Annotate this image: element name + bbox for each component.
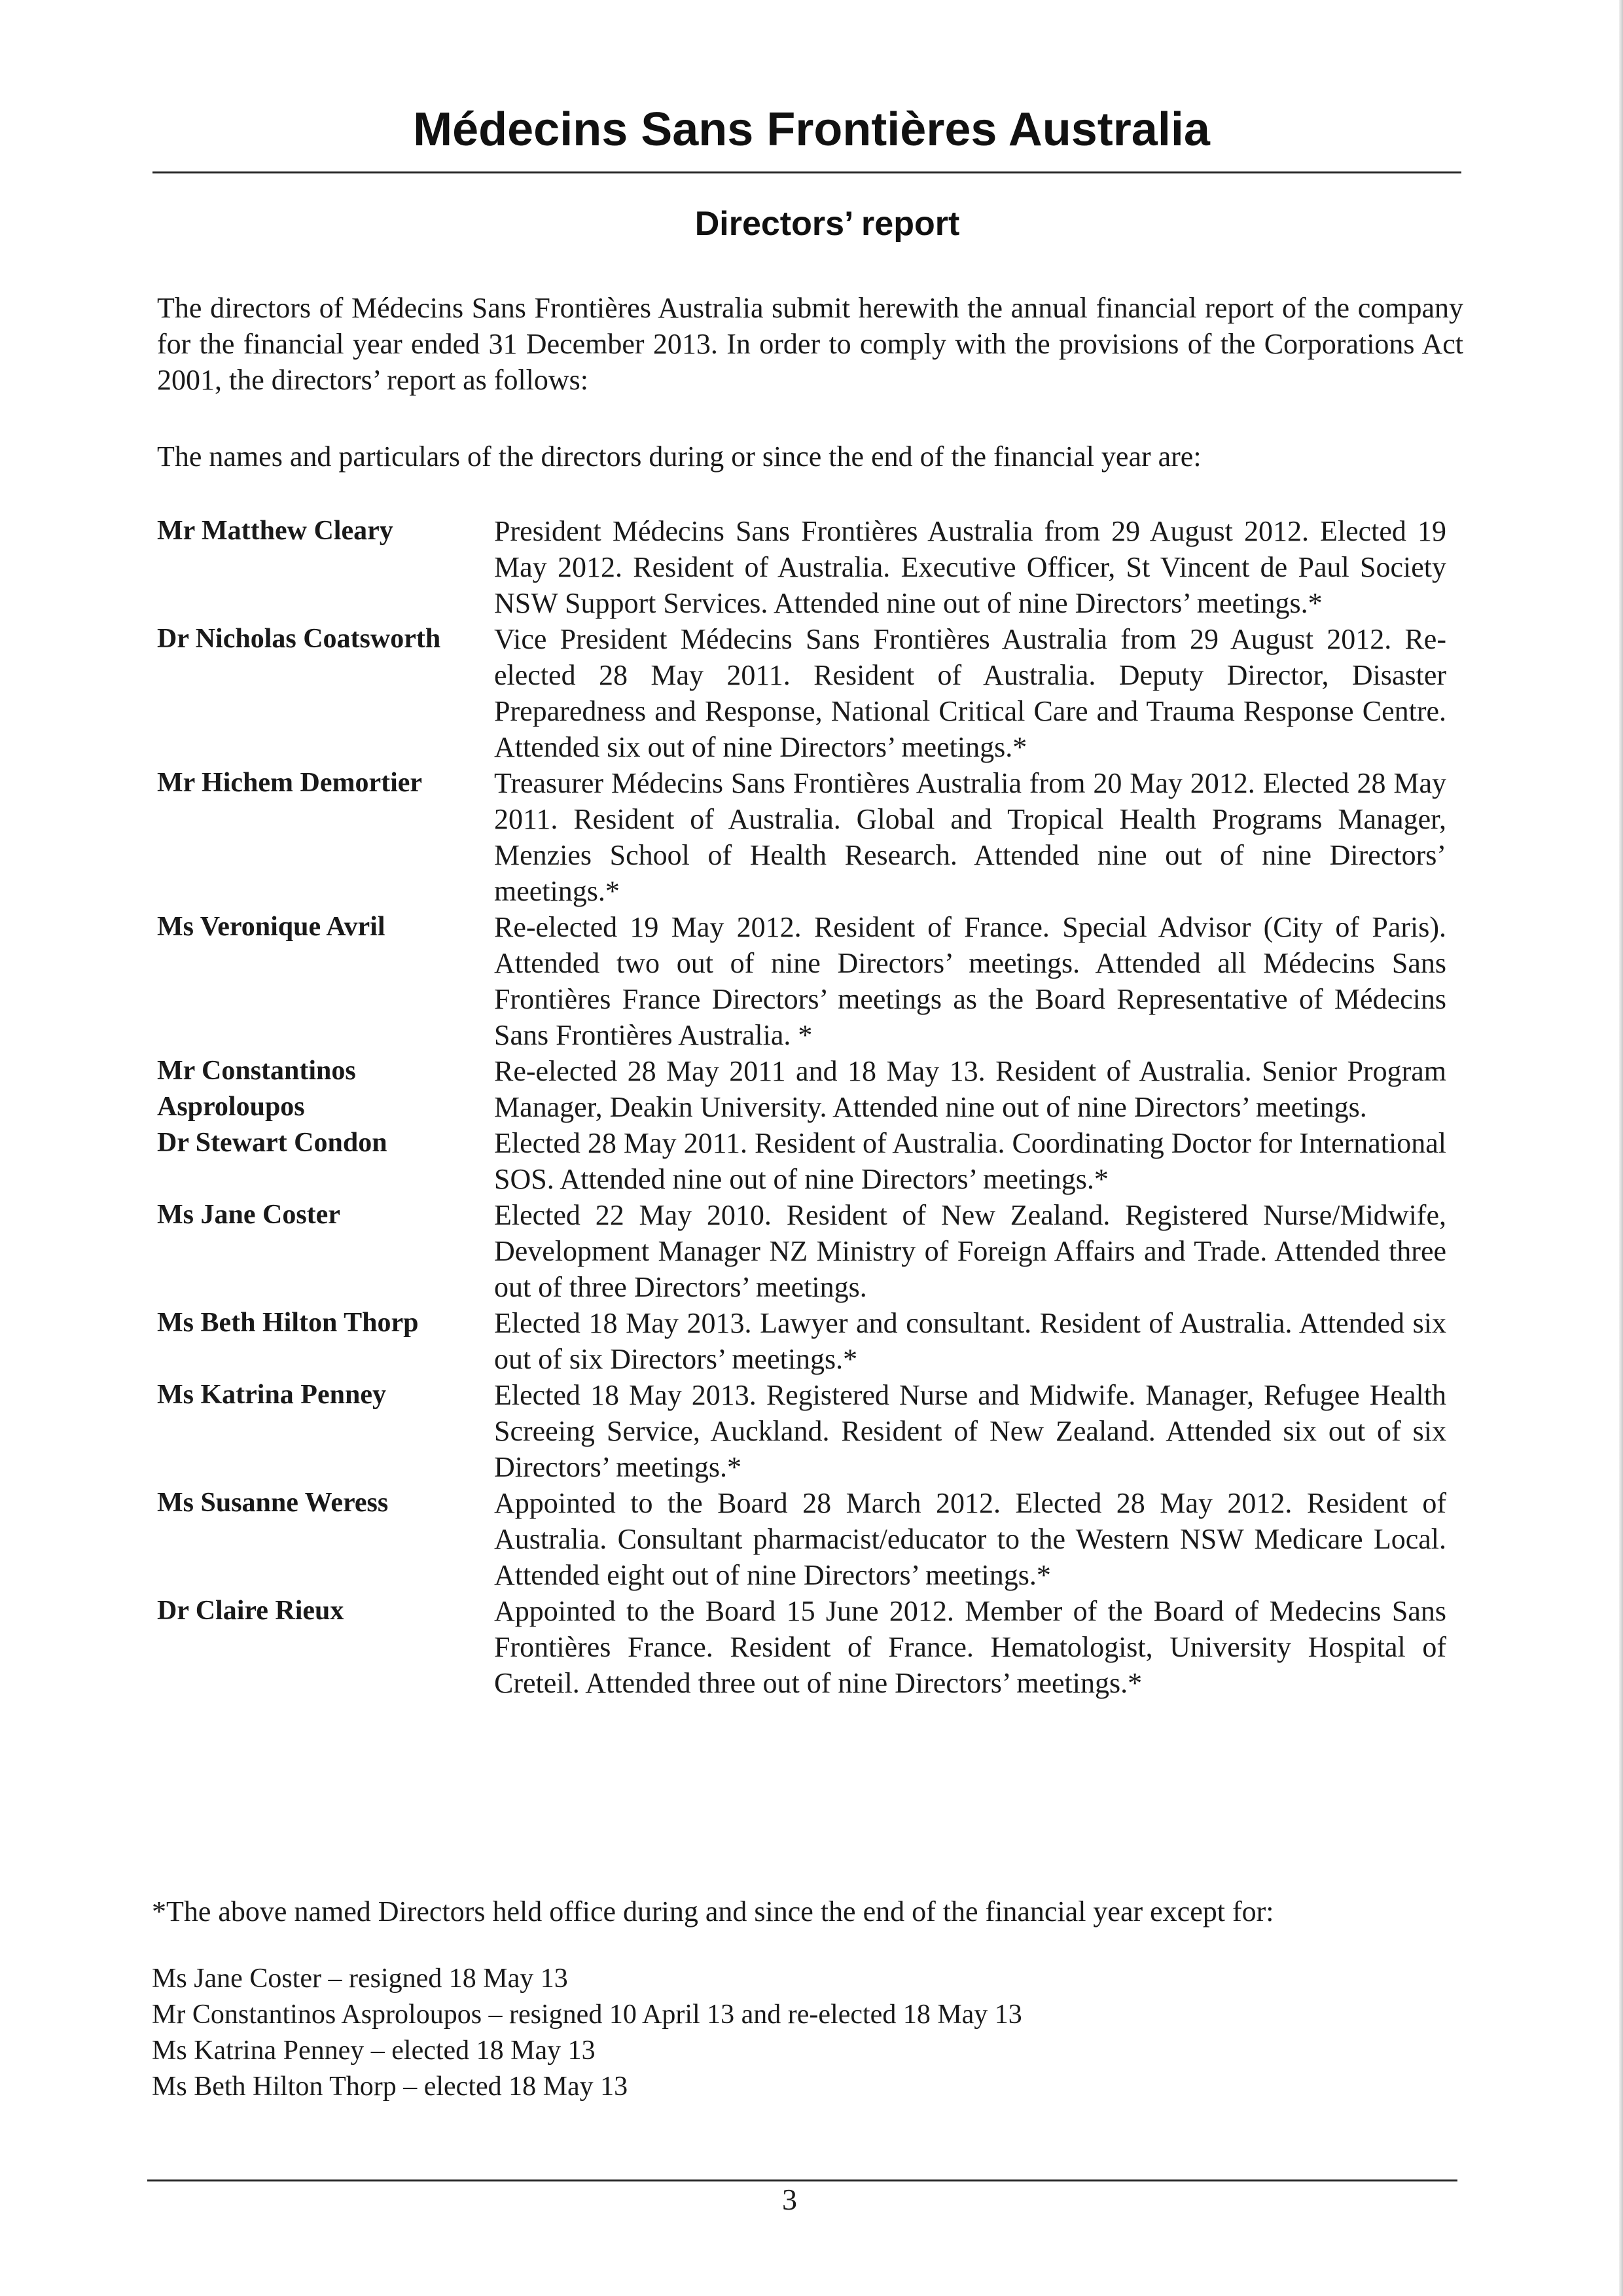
director-row — [157, 765, 1446, 909]
organisation-title: Médecins Sans Frontières Australia — [413, 103, 1210, 156]
director-row — [157, 1593, 1446, 1701]
director-row — [157, 1377, 1446, 1485]
director-description: Re-elected 28 May 2011 and 18 May 13. Resident of Australia. Senior Program Manager, Deakin University. Attended nine out of nine Directors’ meetings. — [494, 1055, 1446, 1123]
director-row — [157, 1485, 1446, 1593]
header-divider — [152, 171, 1461, 173]
page-edge-shadow — [1619, 0, 1623, 2296]
director-row — [157, 909, 1446, 1053]
director-name: Dr Nicholas Coatsworth — [157, 624, 441, 654]
footer-divider — [147, 2179, 1457, 2181]
director-row — [157, 1053, 1446, 1125]
director-name: Dr Claire Rieux — [157, 1596, 344, 1626]
director-name: Ms Jane Coster — [157, 1200, 340, 1230]
director-description: Treasurer Médecins Sans Frontières Australia from 20 May 2012. Elected 28 May 2011. Resident of Australia. Global and Tropical Health Programs Manager, Menzies School of Health Research. Attended nine out of nine Directors’ meetings.* — [494, 767, 1446, 907]
director-name: Mr Hichem Demortier — [157, 768, 423, 798]
director-row — [157, 1197, 1446, 1305]
director-description: Appointed to the Board 15 June 2012. Member of the Board of Medecins Sans Frontières France. Resident of France. Hematologist, University Hospital of Creteil. Attended three out of nine Directors’ meetings.* — [494, 1595, 1446, 1699]
page-number: 3 — [782, 2183, 797, 2216]
exception-item: Mr Constantinos Asproloupos – resigned 10 April 13 and re-elected 18 May 13 — [152, 2000, 1022, 2030]
director-name: Mr Matthew Cleary — [157, 516, 393, 546]
directors-footnote: *The above named Directors held office during and since the end of the financial year except for: — [152, 1895, 1274, 1928]
director-description: President Médecins Sans Frontières Australia from 29 August 2012. Elected 19 May 2012. Resident of Australia. Executive Officer, St Vincent de Paul Society NSW Support Services. Attended nine out of nine Directors’ meetings.* — [494, 515, 1446, 619]
director-description: Elected 28 May 2011. Resident of Australia. Coordinating Doctor for International SOS. Attended nine out of nine Directors’ meetings.* — [494, 1127, 1446, 1195]
director-description: Elected 22 May 2010. Resident of New Zealand. Registered Nurse/Midwife, Development Manager NZ Ministry of Foreign Affairs and Trade. Attended three out of three Directors’ meetings. — [494, 1199, 1446, 1303]
exception-item: Ms Katrina Penney – elected 18 May 13 — [152, 2036, 596, 2066]
directors-lead-paragraph: The names and particulars of the directors during or since the end of the financial year are: — [157, 440, 1202, 473]
exception-item: Ms Jane Coster – resigned 18 May 13 — [152, 1964, 568, 1994]
director-name: Ms Susanne Weress — [157, 1488, 389, 1518]
director-description: Appointed to the Board 28 March 2012. Elected 28 May 2012. Resident of Australia. Consultant pharmacist/educator to the Western NSW Medicare Local. Attended eight out of nine Directors’ meetings.* — [494, 1487, 1446, 1591]
director-row — [157, 1125, 1446, 1197]
report-heading: Directors’ report — [694, 205, 960, 243]
exception-item: Ms Beth Hilton Thorp – elected 18 May 13 — [152, 2072, 628, 2102]
director-description: Elected 18 May 2013. Registered Nurse and Midwife. Manager, Refugee Health Screeing Service, Auckland. Resident of New Zealand. Attended six out of six Directors’ meetings.* — [494, 1379, 1446, 1483]
director-name: Mr Constantinos Asproloupos — [157, 1056, 356, 1122]
director-description: Re-elected 19 May 2012. Resident of France. Special Advisor (City of Paris). Attended two out of nine Directors’ meetings. Attended all Médecins Sans Frontières France Directors’ meetings as the Board Representative of Médecins Sans Frontières Australia. * — [494, 911, 1446, 1051]
exceptions-list — [152, 1961, 1461, 2105]
director-name: Ms Beth Hilton Thorp — [157, 1308, 419, 1338]
intro-paragraph: The directors of Médecins Sans Frontières Australia submit herewith the annual financial report of the company for the financial year ended 31 December 2013. In order to comply with the provisions of the Corporations Act 2001, the directors’ report as follows: — [157, 292, 1463, 396]
director-name: Dr Stewart Condon — [157, 1128, 387, 1158]
director-row — [157, 513, 1446, 621]
directors-list — [157, 513, 1446, 1701]
director-row — [157, 621, 1446, 765]
director-row — [157, 1305, 1446, 1377]
director-name: Ms Veronique Avril — [157, 912, 385, 942]
director-description: Vice President Médecins Sans Frontières Australia from 29 August 2012. Re-elected 28 May 2011. Resident of Australia. Deputy Director, Disaster Preparedness and Response, National Critical Care and Trauma Response Centre. Attended six out of nine Directors’ meetings.* — [494, 623, 1446, 763]
director-name: Ms Katrina Penney — [157, 1380, 386, 1410]
director-description: Elected 18 May 2013. Lawyer and consultant. Resident of Australia. Attended six out of six Directors’ meetings.* — [494, 1307, 1446, 1375]
